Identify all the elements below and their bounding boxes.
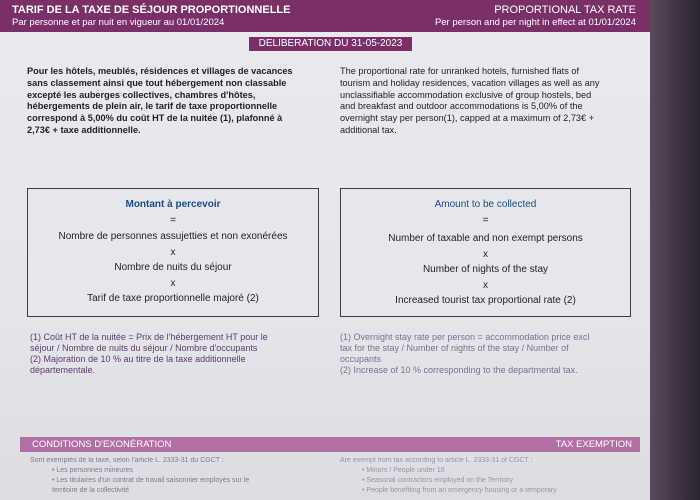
exemption-line: • Seasonal contractors employed on the Territory xyxy=(362,477,513,484)
equals-sign: = xyxy=(482,215,489,226)
times-sign: x xyxy=(483,249,488,260)
subtitle-en: Per person and per night in effect at 01/01/2024 xyxy=(434,17,636,28)
intro-en-line: tourism and holiday residences, vacation villages as well as any xyxy=(340,77,600,88)
formula-box-en xyxy=(340,188,631,317)
formula-line: Number of nights of the stay xyxy=(422,264,549,275)
footnotes-en xyxy=(340,332,632,376)
footnote-line: (2) Increase of 10 % corresponding to the departmental tax. xyxy=(340,365,578,375)
footnote-line: (1) Overnight stay rate per person = accommodation price excl xyxy=(340,332,590,342)
exemption-title-fr: CONDITIONS D'EXONÉRATION xyxy=(32,439,172,450)
equals-sign: = xyxy=(170,215,176,226)
formula-heading: Montant à percevoir xyxy=(125,199,221,210)
intro-en-line: and breakfast and outdoor accommodations is 5,00% of the xyxy=(340,101,583,112)
formula-heading: Amount to be collected xyxy=(434,199,537,210)
intro-en-line: unclassifiable accommodation exclusive of group hostels, bed xyxy=(340,89,592,100)
exemption-line: • Les personnes mineures xyxy=(52,467,134,474)
exemption-line: • People benefiting from an emergency housing or a temporary xyxy=(362,487,557,494)
title-en: PROPORTIONAL TAX RATE xyxy=(494,4,636,16)
exemption-line: • Les titulaires d'un contrat de travail saisonnier employés sur le xyxy=(52,477,250,484)
footnote-line: (2) Majoration de 10 % au titre de la taxe additionnelle xyxy=(30,354,246,364)
intro-en-line: overnight stay per person(1), capped at a maximum of 2,73€ + xyxy=(340,113,595,124)
exemption-band xyxy=(20,437,640,452)
times-sign: x xyxy=(170,278,176,289)
intro-en-line: The proportional rate for unranked hotels, furnished flats of xyxy=(340,66,580,76)
title-fr: TARIF DE LA TAXE DE SÉJOUR PROPORTIONNELLE xyxy=(12,4,291,16)
exemption-line: • Minors / People under 18 xyxy=(362,467,445,474)
exemption-title-en: TAX EXEMPTION xyxy=(555,439,632,450)
header-band xyxy=(0,0,650,32)
screen-bezel xyxy=(650,0,700,500)
intro-fr-line: 2,73€ + taxe additionnelle. xyxy=(27,124,141,135)
formula-line: Nombre de personnes assujetties et non exonérées xyxy=(58,231,288,242)
subtitle-fr: Par personne et par nuit en vigueur au 01/01/2024 xyxy=(12,17,225,28)
intro-fr-line: sans classement ainsi que tout hébergement non classable xyxy=(27,77,287,88)
footnote-line: tax for the stay / Number of nights of the stay / Number of xyxy=(340,343,569,353)
intro-fr-line: correspond à 5,00% du coût HT de la nuitée (1), plafonné à xyxy=(27,113,283,124)
exemption-list-en xyxy=(340,456,630,496)
deliberation-badge: DELIBERATION DU 31-05-2023 xyxy=(249,37,412,51)
intro-en xyxy=(340,66,633,137)
formula-line: Increased tourist tax proportional rate (2) xyxy=(395,295,576,306)
intro-en-line: additional tax. xyxy=(340,124,397,135)
footnote-line: séjour / Nombre de nuits du séjour / Nombre d'occupants xyxy=(30,343,258,353)
formula-box-fr xyxy=(27,188,319,317)
exemption-line: Sont exemptés de la taxe, selon l'article L. 2333-31 du CGCT : xyxy=(30,457,224,464)
footnote-line: occupants xyxy=(340,354,382,364)
exemption-list-fr xyxy=(30,456,320,496)
intro-fr-line: Pour les hôtels, meublés, résidences et villages de vacances xyxy=(27,66,293,76)
intro-fr-line: hébergements de plein air, le tarif de taxe proportionnelle xyxy=(27,101,278,112)
footnote-line: (1) Coût HT de la nuitée = Prix de l'hébergement HT pour le xyxy=(30,332,268,342)
formula-line: Tarif de taxe proportionnelle majoré (2) xyxy=(87,293,259,304)
times-sign: x xyxy=(483,280,488,291)
footnote-line: départementale. xyxy=(30,365,96,375)
intro-fr-line: excepté les auberges collectives, chambres d'hôtes, xyxy=(27,89,256,100)
formula-line: Number of taxable and non exempt persons xyxy=(388,233,583,244)
footnotes-fr xyxy=(30,332,315,376)
times-sign: x xyxy=(170,247,176,258)
exemption-line: territoire de la collectivité xyxy=(52,487,130,494)
exemption-line: Are exempt from tax according to article L. 2333-31 of CGCT : xyxy=(340,457,533,464)
intro-fr xyxy=(27,66,325,137)
formula-line: Nombre de nuits du séjour xyxy=(114,262,232,273)
